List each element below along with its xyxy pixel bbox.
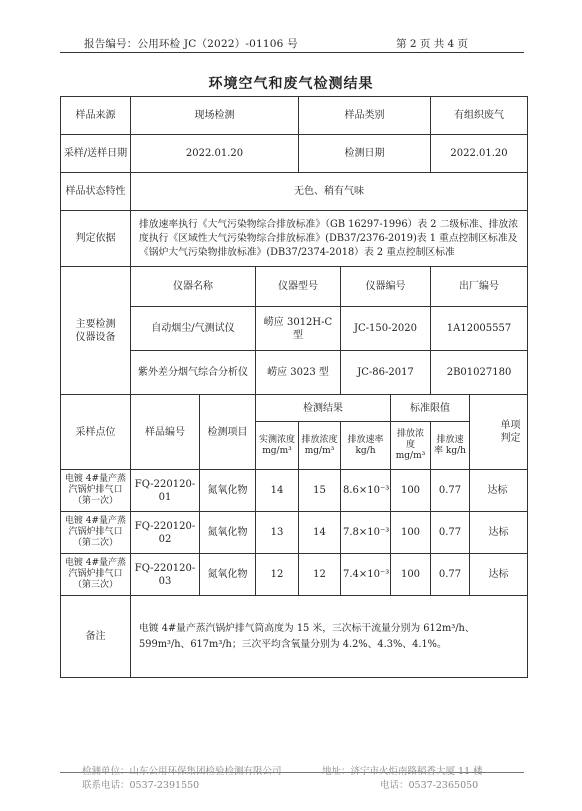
results-header-row (61, 395, 528, 422)
sample-number: FQ-220120-01 (131, 470, 200, 512)
header-divider (60, 52, 524, 53)
instrument-factory: 1A12005557 (431, 307, 528, 351)
sample-state-label: 样品状态特性 (61, 173, 131, 211)
table-row (61, 512, 528, 554)
instrument-model-header: 仪器型号 (256, 267, 341, 307)
basis-label: 判定依据 (61, 211, 131, 267)
measured-conc-header: 实测浓度 mg/m³ (256, 422, 299, 470)
instrument-factory: 2B01027180 (431, 351, 528, 395)
test-item: 氮氧化物 (200, 470, 256, 512)
report-number: 报告编号：公用环检 JC（2022）-01106 号 (84, 38, 298, 50)
test-item-header: 检测项目 (200, 395, 256, 470)
footer-phone-left: 联系电话：0537-2391550 (82, 780, 200, 791)
row-basis (61, 211, 528, 267)
limit-conc-header: 排放浓度 mg/m³ (391, 422, 431, 470)
footer-unit: 检测单位：山东公用环保集团检验检测有限公司 (82, 766, 282, 777)
limit-rate: 0.77 (431, 554, 470, 596)
instrument-header-row (61, 267, 528, 307)
judgement: 达标 (470, 554, 528, 596)
sampling-date-value: 2022.01.20 (131, 135, 299, 173)
sample-type-value: 有组织废气 (431, 97, 528, 135)
judgement-header: 单项判定 (470, 395, 528, 470)
instrument-model: 崂应 3023 型 (256, 351, 341, 395)
emission-rate-header: 排放速率 kg/h (341, 422, 391, 470)
remarks-text: 电镀 4#量产蒸汽锅炉排气筒高度为 15 米，三次标干流量分别为 612m³/h、599m³/h、617m³/h；三次平均含氧量分别为 4.2%、4.3%、4.1%。 (131, 596, 528, 678)
emission-rate: 7.8×10⁻³ (341, 512, 391, 554)
instrument-code: JC-150-2020 (341, 307, 431, 351)
row-sample-source (61, 97, 528, 135)
limit-rate: 0.77 (431, 470, 470, 512)
instrument-model: 崂应 3012H-C 型 (256, 307, 341, 351)
point-header: 采样点位 (61, 395, 131, 470)
judgement: 达标 (470, 470, 528, 512)
test-item: 氮氧化物 (200, 512, 256, 554)
results-table (60, 96, 528, 678)
instrument-factory-header: 出厂编号 (431, 267, 528, 307)
instrument-name: 紫外差分烟气综合分析仪 (131, 351, 256, 395)
judgement: 达标 (470, 512, 528, 554)
instrument-name-header: 仪器名称 (131, 267, 256, 307)
sample-state-value: 无色、稍有气味 (131, 173, 528, 211)
test-date-value: 2022.01.20 (431, 135, 528, 173)
footer-address: 地址：济宁市火炬南路稻香大厦 11 楼 (322, 766, 483, 777)
page-info: 第 2 页 共 4 页 (396, 38, 469, 50)
limit-rate: 0.77 (431, 512, 470, 554)
sampling-date-label: 采样/送样日期 (61, 135, 131, 173)
measured-concentration: 12 (256, 554, 299, 596)
sample-source-label: 样品来源 (61, 97, 131, 135)
limit-concentration: 100 (391, 554, 431, 596)
table-row (61, 554, 528, 596)
instrument-row (61, 307, 528, 351)
emission-concentration: 15 (299, 470, 341, 512)
basis-value: 排放速率执行《大气污染物综合排放标准》（GB 16297-1996）表 2 二级标准、排放浓度执行《区域性大气污染物综合排放标准》(DB37/2376-2019)表 1 重点控制区标准及《锅炉大气污染物排放标准》(DB37/2374-2018）表 2 重点控制区标准 (131, 211, 528, 267)
instrument-row (61, 351, 528, 395)
instrument-code-header: 仪器编号 (341, 267, 431, 307)
limit-concentration: 100 (391, 512, 431, 554)
sample-no-header: 样品编号 (131, 395, 200, 470)
test-results-header: 检测结果 (256, 395, 391, 422)
emission-rate: 7.4×10⁻³ (341, 554, 391, 596)
page-title: 环境空气和废气检测结果 (208, 76, 374, 92)
footer-phone-right: 电话：0537-2365050 (380, 780, 479, 791)
emission-conc-header: 排放浓度 mg/m³ (299, 422, 341, 470)
measured-concentration: 13 (256, 512, 299, 554)
emission-concentration: 14 (299, 512, 341, 554)
sampling-point: 电镀 4#量产蒸汽锅炉排气口（第三次） (61, 554, 131, 596)
sample-number: FQ-220120-02 (131, 512, 200, 554)
measured-concentration: 14 (256, 470, 299, 512)
sample-type-label: 样品类别 (299, 97, 431, 135)
instrument-name: 自动烟尘/气测试仪 (131, 307, 256, 351)
remarks-label: 备注 (61, 596, 131, 678)
sampling-point: 电镀 4#量产蒸汽锅炉排气口（第一次） (61, 470, 131, 512)
instruments-label: 主要检测仪器设备 (61, 267, 131, 395)
test-date-label: 检测日期 (299, 135, 431, 173)
row-sample-state (61, 173, 528, 211)
instrument-code: JC-86-2017 (341, 351, 431, 395)
sample-number: FQ-220120-03 (131, 554, 200, 596)
row-dates (61, 135, 528, 173)
test-item: 氮氧化物 (200, 554, 256, 596)
sample-source-value: 现场检测 (131, 97, 299, 135)
emission-rate: 8.6×10⁻³ (341, 470, 391, 512)
limits-header: 标准限值 (391, 395, 470, 422)
sampling-point: 电镀 4#量产蒸汽锅炉排气口（第二次） (61, 512, 131, 554)
remarks-row (61, 596, 528, 678)
limit-concentration: 100 (391, 470, 431, 512)
emission-concentration: 12 (299, 554, 341, 596)
limit-rate-header: 排放速率 kg/h (431, 422, 470, 470)
table-row (61, 470, 528, 512)
